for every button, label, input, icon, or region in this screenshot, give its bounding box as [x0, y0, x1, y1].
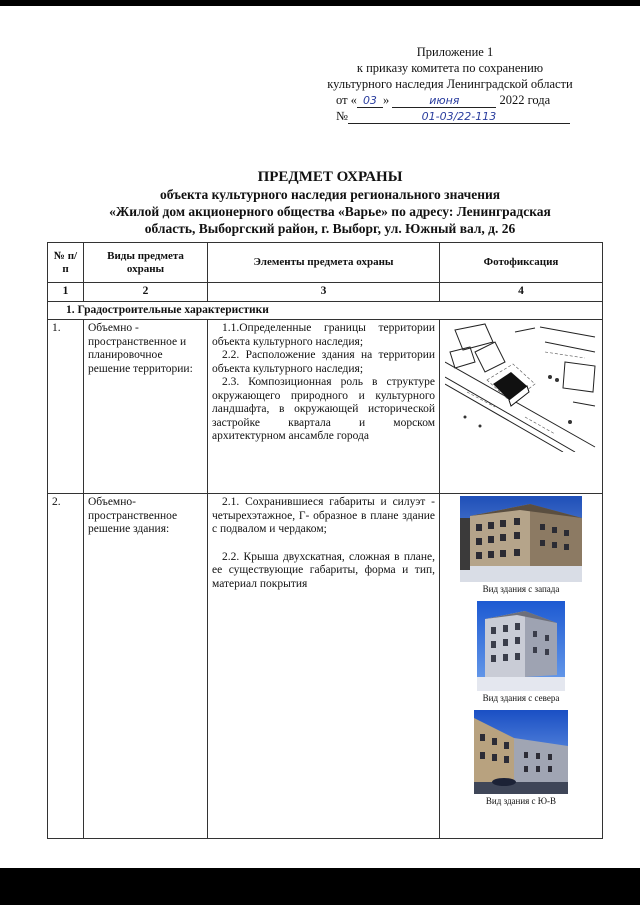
photo-caption-north: Вид здания с севера	[482, 693, 560, 703]
element-item: 2.2. Крыша двухскатная, сложная в плане, ее существующие габариты, форма и тип, материал покрытия	[212, 550, 435, 590]
number-prefix: №	[336, 109, 348, 123]
photo-southeast-view	[474, 710, 568, 794]
colnum-4: 4	[440, 283, 603, 302]
header-photos: Фотофиксация	[440, 243, 603, 283]
photo-north-view	[477, 601, 565, 691]
site-plan-cell	[440, 320, 603, 494]
table-row	[48, 320, 603, 494]
appendix-header	[300, 44, 600, 124]
document-title-block	[60, 168, 600, 237]
photo-cell	[440, 494, 603, 839]
appendix-committee-line: культурного наследия Ленинградской области	[327, 77, 573, 91]
photo-west-view	[460, 496, 582, 582]
title-line-2: объекта культурного наследия регионального значения	[159, 187, 501, 202]
site-plan-map	[445, 322, 597, 452]
scan-border-bottom	[0, 868, 640, 905]
appendix-title: Приложение 1	[416, 45, 494, 59]
document-title: ПРЕДМЕТ ОХРАНЫ	[257, 169, 403, 185]
element-item: 2.3. Композиционная роль в структуре окружающего природного и культурного ландшафта, в окружающей исторической застройке квартала и морском архитектурном ансамбле города	[212, 376, 435, 442]
header-types: Виды предмета охраны	[84, 243, 208, 283]
title-line-3: «Жилой дом акционерного общества «Варье» по адресу: Ленинградская	[109, 204, 551, 219]
title-line-4: область, Выборгский район, г. Выборг, ул. Южный вал, д. 26	[144, 221, 516, 236]
table-header-row	[48, 243, 603, 283]
element-item: 2.1. Сохранившиеся габариты и силуэт - четырехэтажное, Г- образное в плане здание с подвалом и чердаком;	[212, 496, 435, 535]
appendix-number-line	[300, 108, 600, 124]
row-type: Объемно - пространственное и планировочное решение территории:	[84, 320, 208, 494]
section-title: 1. Градостроительные характеристики	[48, 301, 603, 320]
element-item: 2.2. Расположение здания на территории объекта культурного наследия;	[212, 349, 435, 375]
date-day: 03	[357, 94, 383, 108]
row-elements	[208, 494, 440, 839]
photo-caption-southeast: Вид здания с Ю-В	[485, 796, 557, 806]
row-number: 2.	[48, 494, 84, 839]
date-month: июня	[392, 94, 496, 108]
header-elements: Элементы предмета охраны	[208, 243, 440, 283]
row-type: Объемно-пространственное решение здания:	[84, 494, 208, 839]
photo-caption-west: Вид здания с запада	[482, 584, 560, 594]
order-number: 01-03/22-113	[348, 110, 570, 124]
appendix-order-line: к приказу комитета по сохранению	[356, 61, 544, 75]
scan-border-top	[0, 0, 640, 6]
protection-subject-table	[47, 242, 603, 839]
date-prefix: от «	[336, 93, 357, 107]
section-row	[48, 301, 603, 320]
date-quote-close: »	[382, 93, 390, 107]
colnum-1: 1	[48, 283, 84, 302]
appendix-date-line	[300, 92, 600, 108]
colnum-3: 3	[208, 283, 440, 302]
column-number-row	[48, 283, 603, 302]
row-elements	[208, 320, 440, 494]
colnum-2: 2	[84, 283, 208, 302]
date-year: 2022 года	[499, 93, 551, 107]
header-number: № п/п	[48, 243, 84, 283]
element-item: 1.1.Определенные границы территории объекта культурного наследия;	[212, 322, 435, 348]
row-number: 1.	[48, 320, 84, 494]
table-row	[48, 494, 603, 839]
